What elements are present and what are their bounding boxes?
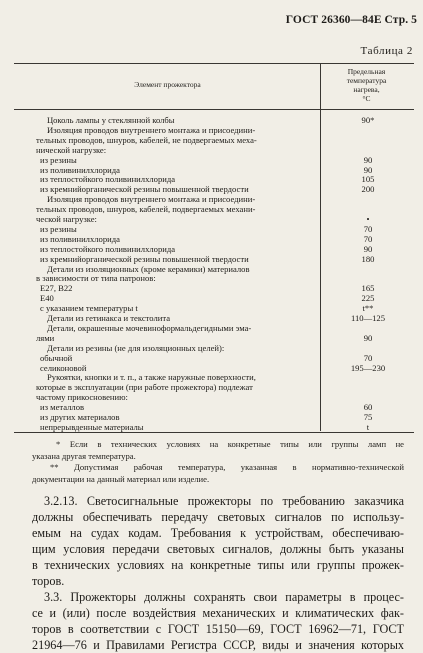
column-header-line: Предельная	[347, 67, 386, 76]
row-value: t**	[362, 303, 374, 314]
row-label: Детали из гетинакса и текстолита	[47, 313, 171, 323]
row-label: из теплостойкого поливинилхлорида	[40, 243, 176, 254]
row-value: 225	[361, 293, 375, 304]
row-label: ческой нагрузке:	[36, 214, 97, 224]
paragraph-line: 3.2.13. Светосигнальные прожекторы по требованию заказчика	[44, 494, 404, 508]
row-label: из резины	[40, 223, 77, 234]
paragraph-line: се и (или) после воздействия механических и климатических фак-	[32, 606, 404, 620]
column-header-line: нагрева,	[353, 85, 380, 94]
row-label: Детали из резины (не для изоляционных целей):	[47, 342, 225, 353]
row-value: 110—125	[350, 313, 386, 323]
column-header-temperature	[320, 67, 413, 103]
row-label: из других материалов	[40, 412, 120, 422]
paragraph-line: должны обеспечивать передачу световых сигналов по использу-	[32, 510, 404, 524]
row-label: Е27, В22	[40, 283, 73, 294]
row-value: 200	[361, 184, 375, 195]
row-label: частому прикосновению:	[36, 392, 128, 403]
row-label: Рукоятки, кнопки и т. п., а также наружные поверхности,	[47, 372, 256, 383]
paragraph-line: щим условия передачи световых сигналов, должны быть указаны	[32, 542, 404, 556]
row-label: из кремнийорганической резины повышенной твердости	[40, 184, 249, 195]
row-value: 90	[363, 332, 373, 343]
row-value: •	[366, 214, 370, 224]
row-label: из поливинилхлорида	[40, 164, 120, 175]
footnote-line: * Если в технических условиях на конкретные типы или группы ламп не	[56, 439, 404, 449]
row-value: 90	[363, 154, 373, 165]
table-top-rule	[14, 63, 414, 64]
row-label: в зависимости от типа патронов:	[36, 273, 156, 284]
table-bottom-rule	[14, 432, 414, 433]
footnote-line: документации на данный материал или изделие.	[32, 474, 210, 484]
row-value: 90	[363, 164, 373, 175]
row-value: 90*	[361, 115, 375, 125]
row-value: 70	[363, 352, 373, 363]
row-label: лями	[36, 332, 55, 343]
row-value: 105	[361, 174, 375, 185]
column-header-line: температура	[346, 76, 387, 85]
footnote-line: указана другая температура.	[32, 451, 136, 461]
table-caption: Таблица 2	[360, 45, 413, 57]
row-label: нической нагрузке:	[36, 144, 107, 155]
row-label: Изоляция проводов внутреннего монтажа и присоедини-	[47, 194, 256, 205]
row-label: Детали из изоляционных (кроме керамики) материалов	[47, 263, 250, 274]
row-value: 165	[361, 283, 375, 294]
page-header: ГОСТ 26360—84Е Стр. 5	[285, 14, 417, 26]
row-label: Детали, окрашенные мочевиноформальдегидными эма-	[47, 322, 252, 333]
row-label: из поливинилхлорида	[40, 233, 120, 244]
row-label: непрерывденные материалы	[40, 421, 144, 432]
row-label: Цоколь лампы у стеклянной колбы	[47, 115, 175, 125]
row-label: из кремнийорганической резины повышенной твердости	[40, 253, 249, 264]
paragraph-line: торов.	[32, 574, 65, 588]
row-label: обычной	[40, 352, 73, 363]
row-value: 90	[363, 243, 373, 254]
row-value: 180	[361, 253, 375, 264]
row-label: с указанием температуры t	[40, 303, 138, 314]
row-label: тельных проводов, шнуров, кабелей, подвергаемых механи-	[36, 204, 256, 215]
row-label: тельных проводов, шнуров, кабелей, не подвергаемых меха-	[36, 134, 257, 145]
paragraph-line: в технических условиях на конкретные типы или группы прожек-	[32, 558, 404, 572]
row-label: из металлов	[40, 402, 85, 413]
column-header-line: °С	[362, 94, 371, 103]
row-value: 70	[363, 233, 373, 244]
row-label: Е40	[40, 293, 54, 304]
row-label: из теплостойкого поливинилхлорида	[40, 174, 176, 185]
row-value: 70	[363, 223, 373, 234]
footnote-line: ** Допустимая рабочая температура, указанная в нормативно-технической	[50, 462, 404, 472]
paragraph-line: емым на судах кодам. Требования к устройствам, обеспечиваю-	[32, 526, 404, 540]
row-label: которые в эксплуатации (при работе прожектора) подлежат	[36, 382, 253, 393]
table-header-rule	[14, 109, 414, 110]
row-label: селиконовой	[40, 362, 87, 373]
row-value: 195—230	[350, 362, 386, 373]
row-value: t	[366, 421, 370, 432]
row-label: Изоляция проводов внутреннего монтажа и присоедини-	[47, 124, 256, 135]
paragraph-line: торов в соответствии с ГОСТ 15150—69, ГОСТ 16962—71, ГОСТ	[32, 622, 404, 636]
row-label: из резины	[40, 154, 77, 165]
paragraph-line: 21964—76 и Правилами Регистра СССР, виды и значения которых	[32, 638, 404, 652]
row-value: 75	[363, 412, 373, 422]
paragraph-line: 3.3. Прожекторы должны сохранять свои параметры в процес-	[44, 590, 404, 604]
row-value: 60	[363, 402, 373, 413]
column-header-element: Элемент прожектора	[134, 80, 201, 89]
